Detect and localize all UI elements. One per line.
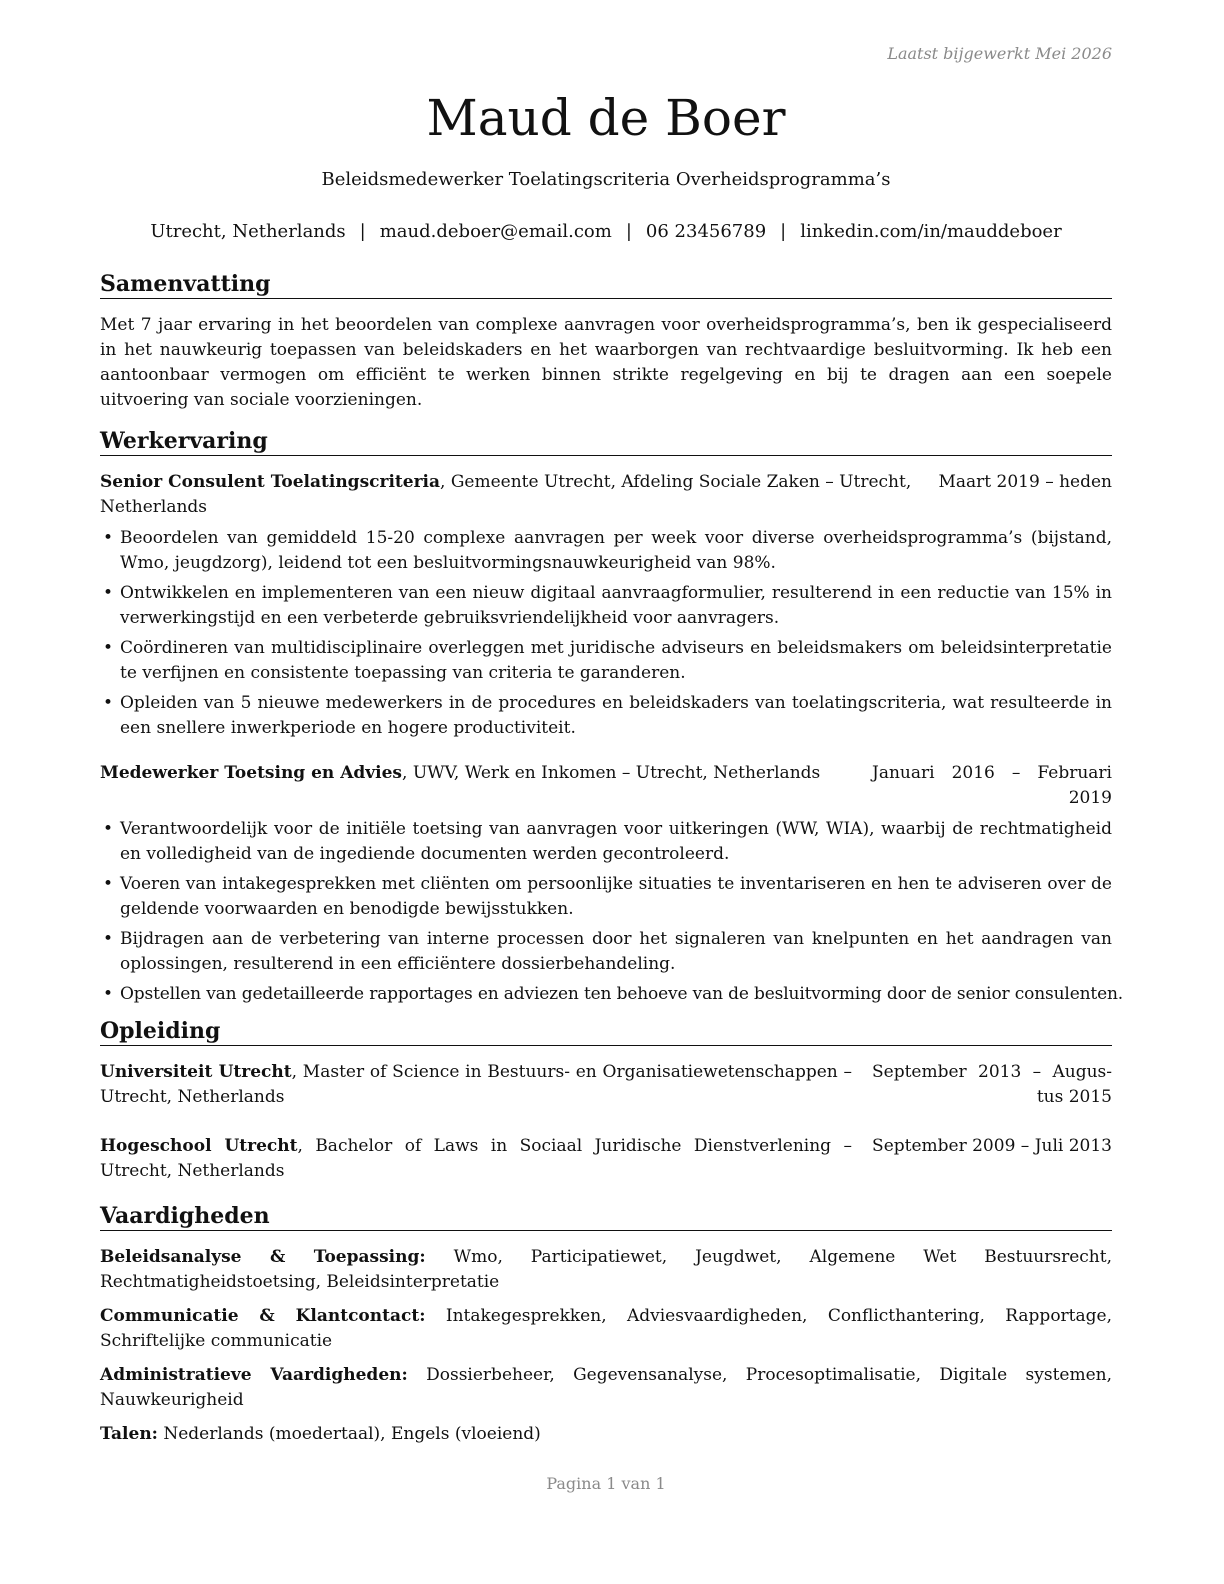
contact-line [100,220,1112,244]
candidate-name: Maud de Boer [426,89,786,147]
skill-value: Dossierbeheer, Gegevensanalyse, Procesoptimalisatie, Digitale systemen, Nauwkeurigheid [100,1365,1112,1410]
skill-row [100,1245,1112,1295]
education-school: Universiteit Utrecht [100,1062,292,1082]
skill-row [100,1304,1112,1354]
job-entry [100,761,1124,1007]
skill-label: Beleidsanalyse & Toepassing: [100,1247,426,1267]
education-school: Hogeschool Utrecht [100,1136,298,1156]
section-title-summary: Samenvatting [100,270,1112,299]
last-updated: Laatst bijgewerkt Mei 2026 [887,44,1112,63]
skills-section [100,1202,1112,1447]
list-item: • Coördineren van multidisciplinaire overleggen met juridische adviseurs en beleidsmakers om beleidsinterpretatie te verfijnen en consistente toepassing van criteria te garanderen. [100,636,1112,686]
skill-label: Administratieve Vaardigheden: [100,1365,408,1385]
skill-value: Intakegesprekken, Adviesvaardigheden, Conflicthantering, Rapportage, Schriftelijke communicatie [100,1306,1112,1351]
job-bullets [100,526,1112,741]
list-item: • Opstellen van gedetailleerde rapportages en adviezen ten behoeve van de besluitvorming door de senior consulenten. [100,982,1112,1007]
skill-value: Wmo, Participatiewet, Jeugdwet, Algemene Wet Bestuursrecht, Rechtmatigheidstoetsing, Beleidsinterpretatie [100,1247,1112,1292]
job-header [100,761,1112,811]
list-item: • Beoordelen van gemiddeld 15-20 complexe aanvragen per week voor diverse overheidsprogramma’s (bijstand, Wmo, jeugdzorg), leidend tot een besluitvormingsnauwkeurigheid van 98%. [100,526,1112,576]
contact-separator: | [780,221,787,242]
education-detail: , Master of Science in Bestuurs- en Organisatiewetenschappen – Utrecht, Netherlands [100,1062,853,1107]
contact-linkedin[interactable]: linkedin.com/in/mauddeboer [800,221,1062,242]
job-entry [100,470,1112,741]
education-entry [100,1060,1112,1110]
education-heading [100,1134,872,1184]
education-entry [100,1134,1112,1184]
contact-phone: 06 23456789 [645,221,767,242]
education-dates: September 2013 – Augus-tus 2015 [872,1062,1112,1107]
contact-separator: | [625,221,632,242]
education-section [100,1017,1112,1184]
job-dates: Januari 2016 – Februari 2019 [872,763,1112,808]
job-role: Medewerker Toetsing en Advies [100,763,403,783]
job-heading [100,761,872,811]
job-organization: , UWV, Werk en Inkomen – Utrecht, Netherlands [402,763,821,783]
resume-page [100,0,1124,1584]
contact-email[interactable]: maud.deboer@email.com [379,221,612,242]
section-title-skills: Vaardigheden [100,1202,1112,1231]
resume-content [100,270,1124,1456]
skill-label: Communicatie & Klantcontact: [100,1306,426,1326]
job-header [100,470,1112,520]
list-item: • Verantwoordelijk voor de initiële toetsing van aanvragen voor uitkeringen (WW, WIA), waarbij de rechtmatigheid en volledigheid van de ingediende documenten werden gecontroleerd. [100,817,1112,867]
contact-location: Utrecht, Netherlands [150,221,346,242]
job-dates: Maart 2019 – heden [938,472,1112,492]
candidate-title: Beleidsmedewerker Toelatingscriteria Overheidsprogramma’s [321,169,891,190]
job-bullets [100,817,1124,1007]
contact-separator: | [359,221,366,242]
education-heading [100,1060,872,1110]
education-dates: September 2009 – Juli 2013 [872,1136,1112,1156]
skill-row [100,1363,1112,1413]
section-title-education: Opleiding [100,1017,1112,1046]
skill-value: Nederlands (moedertaal), Engels (vloeiend) [157,1424,541,1444]
job-organization: , Gemeente Utrecht, Afdeling Sociale Zaken – Utrecht, Netherlands [100,472,912,517]
skill-label: Talen: [100,1424,158,1444]
education-detail: , Bachelor of Laws in Sociaal Juridische Dienstverlening – Utrecht, Netherlands [100,1136,852,1181]
skill-row [100,1422,1112,1447]
list-item: • Ontwikkelen en implementeren van een nieuw digitaal aanvraagformulier, resulterend in een reductie van 15% in verwerkingstijd en een verbeterde gebruiksvriendelijkheid voor aanvragers. [100,581,1112,631]
experience-section [100,427,1124,1007]
page-footer: Pagina 1 van 1 [546,1474,666,1493]
list-item: • Bijdragen aan de verbetering van interne processen door het signaleren van knelpunten en het aandragen van oplossingen, resulterend in een efficiëntere dossierbehandeling. [100,927,1112,977]
summary-text: Met 7 jaar ervaring in het beoordelen van complexe aanvragen voor overheidsprogramma’s, ben ik gespecialiseerd in het nauwkeurig toepassen van beleidskaders en het waarborgen van rechtvaardige besluitvorming. Ik heb een aantoonbaar vermogen om efficiënt te werken binnen strikte regelgeving en bij te dragen aan een soepele uitvoering van sociale voorzieningen. [100,315,1112,410]
list-item: • Voeren van intakegesprekken met cliënten om persoonlijke situaties te inventariseren en hen te adviseren over de geldende voorwaarden en benodigde bewijsstukken. [100,872,1112,922]
list-item: • Opleiden van 5 nieuwe medewerkers in de procedures en beleidskaders van toelatingscriteria, wat resulteerde in een snellere inwerkperiode en hogere productiviteit. [100,691,1112,741]
section-title-experience: Werkervaring [100,427,1112,456]
summary-section [100,270,1112,413]
job-role: Senior Consulent Toelatingscriteria [100,472,441,492]
job-heading [100,470,938,520]
